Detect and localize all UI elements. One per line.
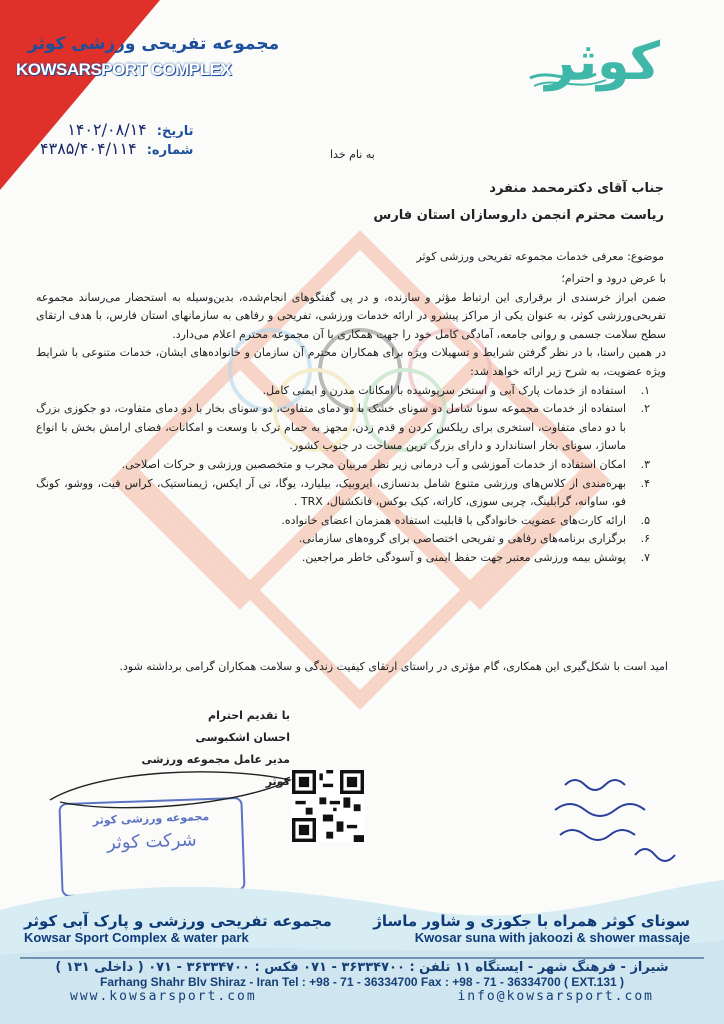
subject-line: موضوع: معرفی خدمات مجموعه تفریحی ورزشی کوثر bbox=[416, 250, 664, 263]
brand-name-fa: مجموعه تفریحی ورزشی کوثر bbox=[28, 34, 280, 54]
recipient-title: ریاست محترم انجمن داروسازان استان فارس bbox=[373, 208, 664, 223]
date-label: تاریخ: bbox=[156, 124, 194, 139]
greeting: با عرض درود و احترام؛ bbox=[561, 272, 666, 285]
web-row bbox=[0, 989, 724, 1004]
address-en: Farhang Shahr Blv Shiraz - Iran Tel : +98 - 71 - 36334700 Fax : +98 - 71 - 36334700 ( EXT.131 ) bbox=[99, 975, 625, 989]
footer-left-fa: مجموعه تفریحی ورزشی و پارک آبی کوثر bbox=[24, 912, 332, 930]
stamp-title: مجموعه ورزشی کوثر bbox=[92, 809, 210, 828]
sign-regards: با تقدیم احترام bbox=[208, 709, 290, 722]
logo-wave-icon bbox=[526, 64, 626, 94]
footer-right-en: Kwosar suna with jakoozi & shower massaje bbox=[414, 930, 690, 945]
footer-left bbox=[24, 912, 332, 945]
brand-name-en: KOWSARSPORT COMPLEX bbox=[16, 60, 232, 79]
footer-right bbox=[373, 912, 690, 945]
handwritten-note-icon bbox=[545, 770, 685, 880]
header-red-corner bbox=[0, 0, 160, 190]
stamp-text: شرکت کوثر bbox=[106, 829, 198, 854]
contact-info bbox=[0, 960, 724, 1004]
email-link[interactable]: info@kowsarsport.com bbox=[457, 989, 654, 1004]
list-item: ۲. استفاده از خدمات مجموعه سونا شامل دو سونای خشک با دو دمای متفاوت، دو سونای بخار با دو دمای متفاوت، دو جکوزی بزرگ با دو دمای متفاوت، استخری برای ریلکس کردن و قدم زدن، مجهز به حمام ترک با وسعت و امکانات، فضای ارامش بخش با انواع ماساژ، سونای بخار استاندارد و دارای بزرگ ترین مساحت در جنوب کشور. bbox=[36, 402, 650, 453]
services-list bbox=[36, 382, 666, 568]
signature-scribble-icon bbox=[40, 760, 300, 820]
list-item: ۶. برگزاری برنامه‌های رفاهی و تفریحی اختصاصی برای گروه‌های سازمانی. bbox=[298, 532, 650, 546]
recipient-name: جناب آقای دکترمحمد منفرد bbox=[489, 181, 664, 196]
letter-body bbox=[36, 270, 666, 568]
logo-text: کوثر bbox=[545, 32, 660, 92]
number-label: شماره: bbox=[146, 143, 194, 158]
paragraph-services: در همین راستا، با در نظر گرفتن شرایط و تسهیلات ویژه برای همکاران محترم آن سازمان و خانواده‌های ایشان، خدمات متنوعی با شرایط ویژه عضویت، به شرح زیر ارائه خواهد شد: bbox=[36, 346, 666, 378]
footer-right-fa: سونای کوثر همراه با جکوزی و شاور ماساژ bbox=[373, 912, 690, 930]
list-item: ۵. ارائه کارت‌های عضویت خانوادگی با قابلیت استفاده همزمان اعضای خانواده. bbox=[281, 513, 650, 527]
list-item: ۴. بهره‌مندی از کلاس‌های ورزشی متنوع شامل بدنسازی، ایروبیک، بیلیارد، یوگا، تی آر ایکس، ژیمناستیک، کراس فیت، ووشو، کونگ فو، ساوانه، گرابلینگ، چربی سوزی، کاراته، کیک بوکس، فانکشنال، TRX . bbox=[36, 476, 650, 509]
letter-meta bbox=[40, 120, 193, 158]
address-fa: شیراز - فرهنگ شهر - ایستگاه ۱۱ تلفن : ۳۶۳۳۴۷۰۰ - ۰۷۱ فکس : ۳۶۳۳۴۷۰۰ - ۰۷۱ ( داخلی ۱۳۱ ) bbox=[55, 960, 669, 975]
sign-name: احسان اشکبوسی bbox=[195, 731, 290, 744]
list-item: ۷. پوشش بیمه ورزشی معتبر جهت حفظ ایمنی و آسودگی خاطر مراجعین. bbox=[301, 550, 650, 564]
paragraph-intro: ضمن ابراز خرسندی از برقراری این ارتباط مؤثر و سازنده، و در پی گفتگوهای انجام‌شده، بدین‌وسیله به استحضار می‌رساند مجموعه تفریحی‌ورزشی کوثر، به عنوان یکی از مراکز پیشرو در ارائه خدمات ورزشی، تفریحی و رفاهی به سازمانهای استان فارس، با هدف ارتقای سطح سلامت جسمی و روانی جامعه، آمادگی کامل خود را جهت همکاری با آن مجموعه محترم اعلام می‌دارد. bbox=[36, 290, 666, 341]
kowsar-logo bbox=[526, 14, 696, 104]
footer-left-en: Kowsar Sport Complex & water park bbox=[24, 930, 249, 945]
bismillah: به نام خدا bbox=[330, 148, 375, 161]
sign-title: مدیر عامل مجموعه ورزشی کوثر bbox=[141, 753, 290, 788]
list-item: ۱. استفاده از خدمات پارک آبی و استخر سرپوشیده با امکانات مدرن و ایمنی کامل. bbox=[262, 383, 650, 397]
website-link[interactable]: www.kowsarsport.com bbox=[70, 989, 257, 1004]
qr-code-icon bbox=[292, 770, 364, 842]
date-value: ۱۴۰۲/۰۸/۱۴ bbox=[67, 120, 147, 139]
list-item: ۳. امکان استفاده از خدمات آموزشی و آب درمانی زیر نظر مربیان مجرب و متخصصین ورزشی و حرکات اصلاحی. bbox=[121, 457, 650, 471]
number-value: ۴۳۸۵/۴۰۴/۱۱۴ bbox=[40, 139, 137, 158]
closing-paragraph: امید است با شکل‌گیری این همکاری، گام مؤثری در راستای ارتقای کیفیت زندگی و سلامت همکاران گرامی برداشته شود. bbox=[119, 660, 668, 673]
